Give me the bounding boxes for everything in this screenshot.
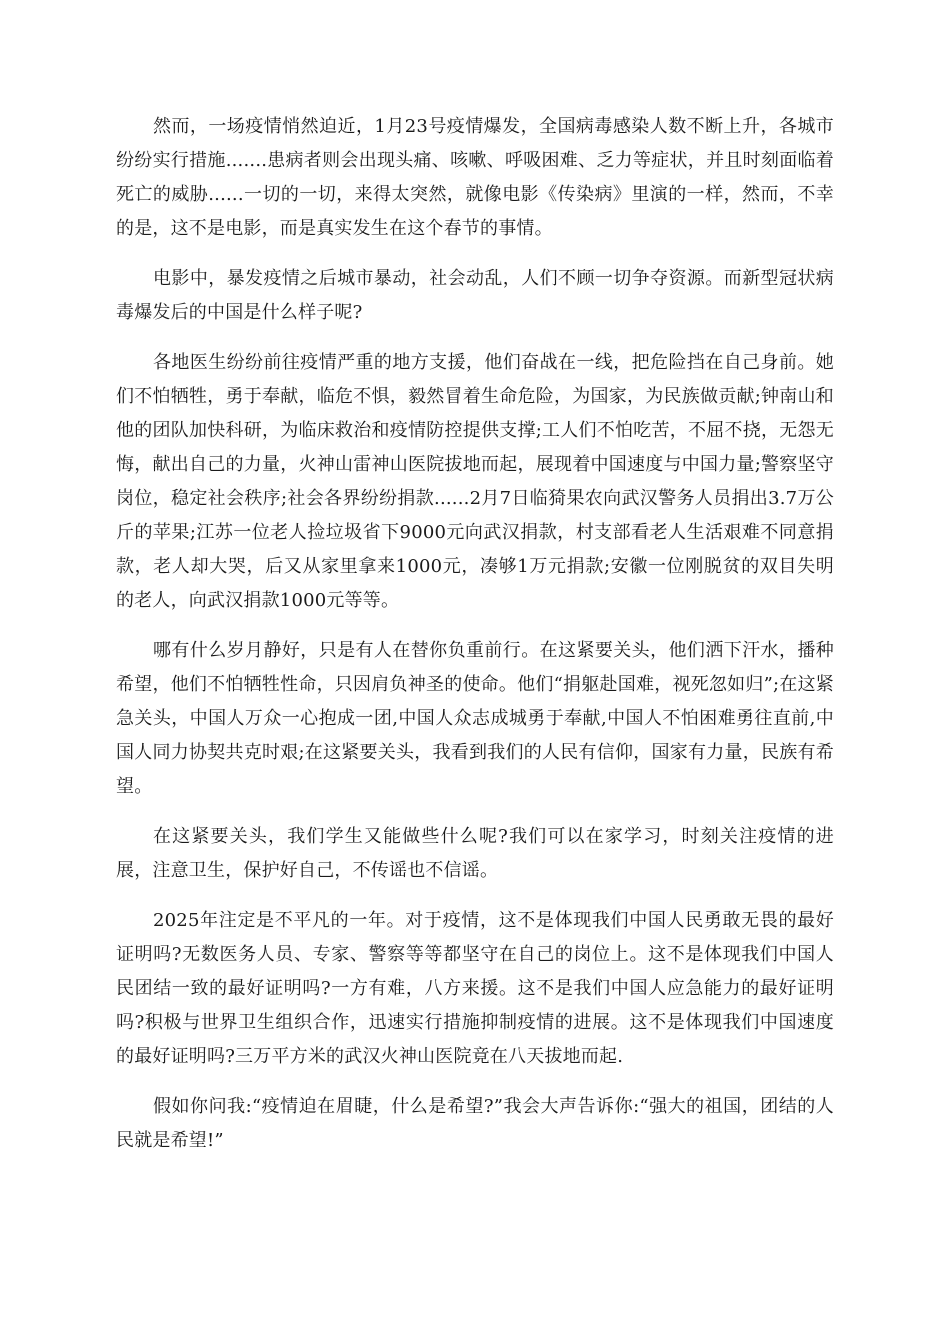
paragraph-6: 2025年注定是不平凡的一年。对于疫情，这不是体现我们中国人民勇敢无畏的最好证明吗?无数医务人员、专家、警察等等都坚守在自己的岗位上。这不是体现我们中国人民团结一致的最好证明吗?一方有难，八方来援。这不是我们中国人应急能力的最好证明吗?积极与世界卫生组织合作，迅速实行措施抑制疫情的进展。这不是体现我们中国速度的最好证明吗?三万平方米的武汉火神山医院竟在八天拔地而起. [116, 910, 834, 1067]
paragraph-7: 假如你问我:“疫情迫在眉睫，什么是希望?”我会大声告诉你:“强大的祖国，团结的人民就是希望!” [116, 1096, 834, 1151]
paragraph-4: 哪有什么岁月静好，只是有人在替你负重前行。在这紧要关头，他们洒下汗水，播种希望，他们不怕牺牲性命，只因肩负神圣的使命。他们“捐躯赴国难，视死忽如归”;在这紧急关头，中国人万众一心抱成一团,中国人众志成城勇于奉献,中国人不怕困难勇往直前,中国人同力协契共克时艰;在这紧要关头，我看到我们的人民有信仰，国家有力量，民族有希望。 [116, 640, 834, 797]
document-body [116, 110, 834, 1174]
paragraph-2: 电影中，暴发疫情之后城市暴动，社会动乱，人们不顾一切争夺资源。而新型冠状病毒爆发后的中国是什么样子呢? [116, 268, 834, 323]
paragraph-5: 在这紧要关头，我们学生又能做些什么呢?我们可以在家学习，时刻关注疫情的进展，注意卫生，保护好自己，不传谣也不信谣。 [116, 826, 834, 881]
paragraph-3: 各地医生纷纷前往疫情严重的地方支援，他们奋战在一线，把危险挡在自己身前。她们不怕牺牲，勇于奉献，临危不惧，毅然冒着生命危险，为国家，为民族做贡献;钟南山和他的团队加快科研，为临床救治和疫情防控提供支撑;工人们不怕吃苦，不屈不挠，无怨无悔，献出自己的力量，火神山雷神山医院拔地而起，展现着中国速度与中国力量;警察坚守岗位，稳定社会秩序;社会各界纷纷捐款......2月7日临猗果农向武汉警务人员捐出3.7万公斤的苹果;江苏一位老人捡垃圾省下9000元向武汉捐款，村支部看老人生活艰难不同意捐款，老人却大哭，后又从家里拿来1000元，凑够1万元捐款;安徽一位刚脱贫的双目失明的老人，向武汉捐款1000元等等。 [116, 352, 834, 611]
paragraph-1: 然而，一场疫情悄然迫近，1月23号疫情爆发，全国病毒感染人数不断上升，各城市纷纷实行措施.......患病者则会出现头痛、咳嗽、呼吸困难、乏力等症状，并且时刻面临着死亡的威胁......一切的一切，来得太突然，就像电影《传染病》里演的一样，然而，不幸的是，这不是电影，而是真实发生在这个春节的事情。 [116, 116, 834, 239]
